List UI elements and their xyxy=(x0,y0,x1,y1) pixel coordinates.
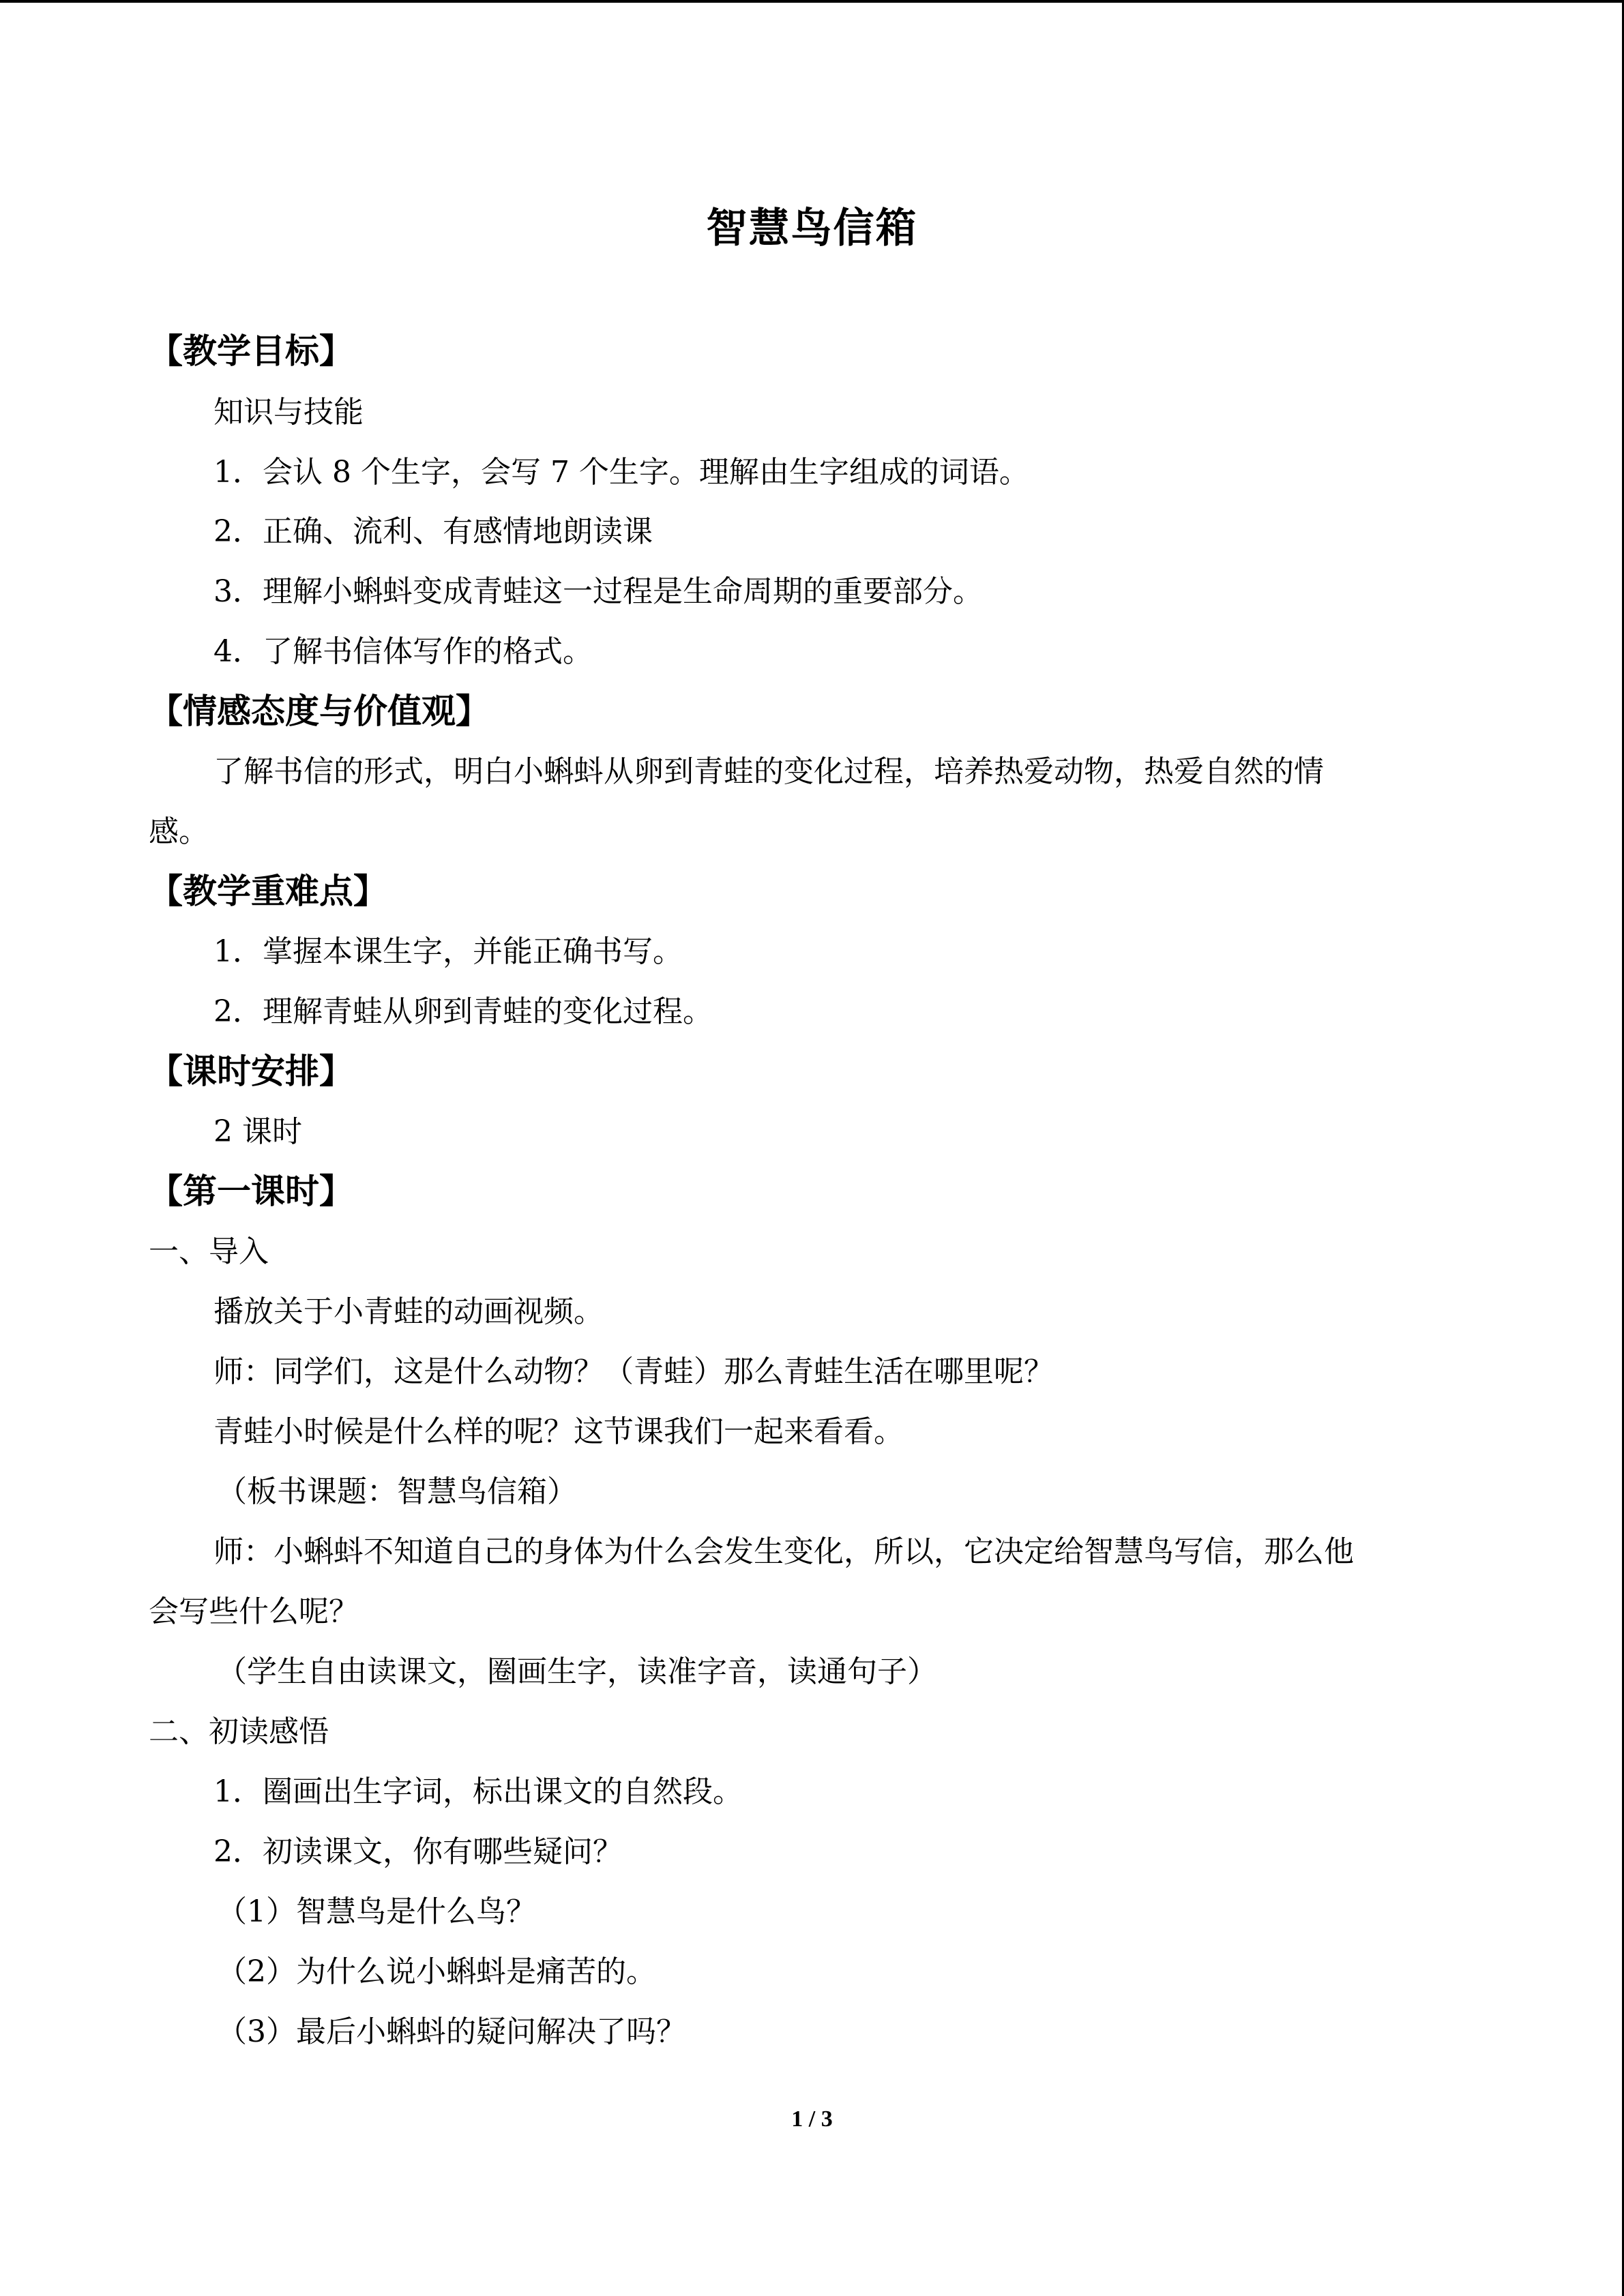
document-title: 智慧鸟信箱 xyxy=(706,205,918,252)
schedule-text: 2 课时 xyxy=(213,1114,302,1149)
lesson1-part1-line: 师：小蝌蚪不知道自己的身体为什么会发生变化，所以，它决定给智慧鸟写信，那么他 xyxy=(213,1534,1354,1569)
lesson1-part1-line: 会写些什么呢？ xyxy=(149,1594,359,1629)
lesson1-part1-line: 青蛙小时候是什么样的呢？这节课我们一起来看看。 xyxy=(213,1414,904,1449)
emotion-paragraph-line2: 感。 xyxy=(149,814,209,849)
keypoint-item: 2．理解青蛙从卵到青蛙的变化过程。 xyxy=(213,994,713,1029)
page-top-border xyxy=(0,0,1624,3)
lesson1-part2-line: （1）智慧鸟是什么鸟？ xyxy=(217,1894,536,1929)
heading-objectives: 【教学目标】 xyxy=(149,331,353,371)
subheading-knowledge-skills: 知识与技能 xyxy=(213,395,364,430)
lesson1-part2-line: 1．圈画出生字词，标出课文的自然段。 xyxy=(213,1774,743,1809)
lesson1-part1-line: 师：同学们，这是什么动物？（青蛙）那么青蛙生活在哪里呢？ xyxy=(213,1354,1054,1389)
lesson1-part2-line: 2．初读课文，你有哪些疑问？ xyxy=(213,1834,623,1869)
page-number: 1 / 3 xyxy=(791,2106,833,2132)
heading-emotion: 【情感态度与价值观】 xyxy=(149,691,490,731)
objective-item: 4．了解书信体写作的格式。 xyxy=(213,634,593,669)
lesson1-part1-line: （学生自由读课文，圈画生字，读准字音，读通句子） xyxy=(217,1654,937,1689)
heading-schedule: 【课时安排】 xyxy=(149,1052,353,1091)
lesson1-part2-title: 二、初读感悟 xyxy=(149,1714,329,1749)
objective-item: 1．会认 8 个生字，会写 7 个生字。理解由生字组成的词语。 xyxy=(213,455,1029,490)
lesson1-part1-line: （板书课题：智慧鸟信箱） xyxy=(217,1474,577,1509)
lesson1-part2-line: （2）为什么说小蝌蚪是痛苦的。 xyxy=(217,1954,656,1989)
keypoint-item: 1．掌握本课生字，并能正确书写。 xyxy=(213,934,683,969)
objective-item: 2．正确、流利、有感情地朗读课 xyxy=(213,514,653,549)
heading-keypoints: 【教学重难点】 xyxy=(149,871,387,911)
emotion-paragraph-line1: 了解书信的形式，明白小蝌蚪从卵到青蛙的变化过程，培养热爱动物，热爱自然的情 xyxy=(213,754,1324,789)
heading-lesson1: 【第一课时】 xyxy=(149,1172,353,1211)
objective-item: 3．理解小蝌蚪变成青蛙这一过程是生命周期的重要部分。 xyxy=(213,574,983,609)
lesson1-part2-line: （3）最后小蝌蚪的疑问解决了吗？ xyxy=(217,2014,686,2049)
lesson1-part1-title: 一、导入 xyxy=(149,1234,269,1269)
lesson1-part1-line: 播放关于小青蛙的动画视频。 xyxy=(213,1294,604,1329)
